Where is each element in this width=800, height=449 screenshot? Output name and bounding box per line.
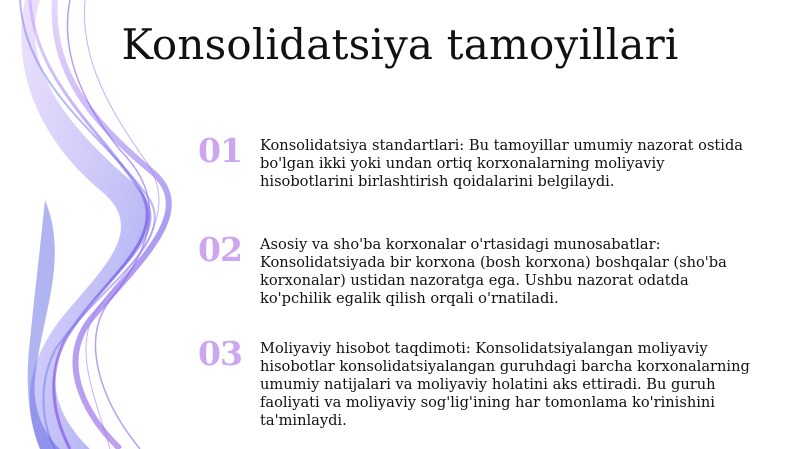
item-text: Asosiy va sho'ba korxonalar o'rtasidagi munosabatlar: Konsolidatsiyada bir korxona (bosh korxona) boshqalar (sho'ba korxonalar) ustidan nazoratga ega. Ushbu nazorat odatda ko'pchilik egalik qilish orqali o'rnatiladi. xyxy=(260,236,727,307)
item-text: Moliyaviy hisobot taqdimoti: Konsolidatsiyalangan moliyaviy hisobotlar konsolidatsiyalangan guruhdagi barcha korxonalarning umumiy natijalari va moliyaviy holatini aks ettiradi. Bu guruh faoliyati va moliyaviy sog'lig'ining har tomonlama ko'rinishini ta'minlaydi. xyxy=(260,340,750,429)
item-number: 02 xyxy=(198,230,242,269)
slide-title: Konsolidatsiya tamoyillari xyxy=(121,20,679,69)
item-text: Konsolidatsiya standartlari: Bu tamoyillar umumiy nazorat ostida bo'lgan ikki yoki undan ortiq korxonalarning moliyaviy hisobotlarini birlashtirish qoidalarini belgilaydi. xyxy=(260,137,744,190)
item-number: 01 xyxy=(198,131,242,170)
item-number: 03 xyxy=(198,334,242,373)
